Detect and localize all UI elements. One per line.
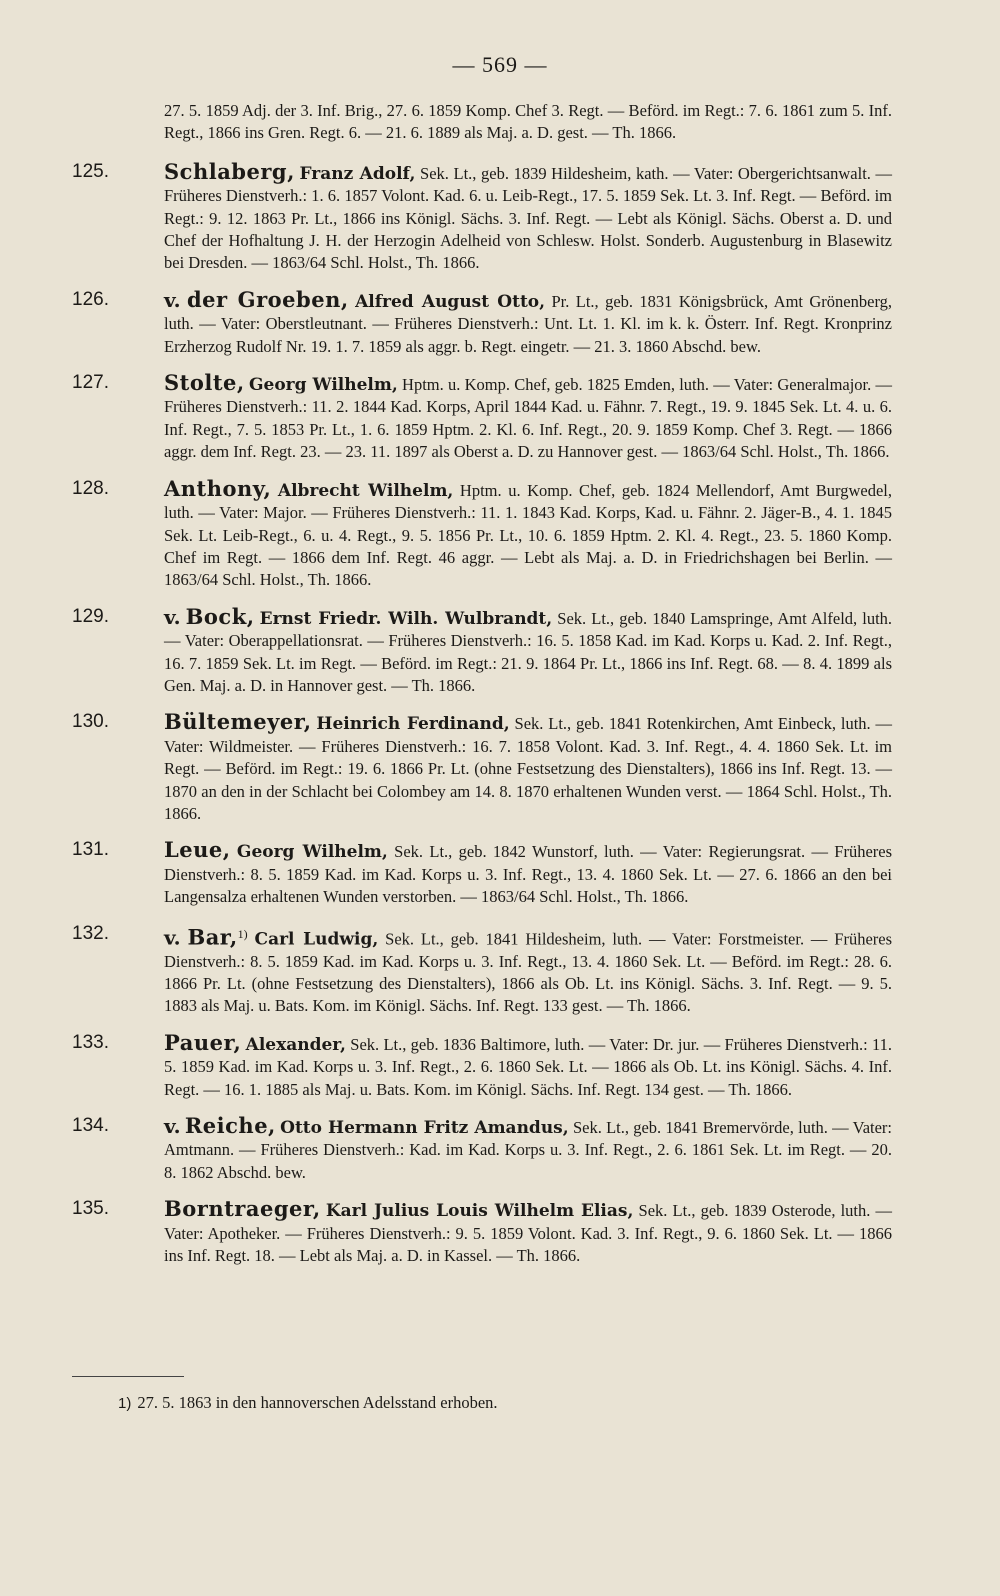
given-names: Albrecht Wilhelm, [277, 480, 454, 501]
surname: der Groeben, [186, 286, 349, 312]
given-names: Alexander, [245, 1034, 346, 1055]
surname: Schlaberg, [164, 158, 295, 184]
page-number: — 569 — [452, 52, 548, 77]
entry-details: Sek. Lt., geb. 1839 Hildesheim, kath. — Vater: Obergerichtsanwalt. — Früheres Dienstverh.: 1. 6. 1857 Volont. Kad. 6. u. Leib-Regt., 17. 5. 1859 Sek. Lt. 3. Inf. Regt. — Beförd. im Regt.: 9. 12. 1863 Pr. Lt., 1866 ins Königl. Sächs. 3. Inf. Regt. — Lebt als Königl. Sächs. Oberst a. D. und Chef der Hofhaltung J. H. der Herzogin Adelheid von Schlesw. Holst. Sonderb. Augustenburg in Blasewitz bei Dresden. — 1863/64 Schl. Holst., Th. 1866. [164, 163, 893, 273]
given-names: Franz Adolf, [299, 163, 416, 184]
given-names: Alfred August Otto, [355, 291, 546, 312]
register-entry [72, 1112, 893, 1184]
given-names: Heinrich Ferdinand, [316, 714, 510, 735]
entry-details: Hptm. u. Komp. Chef, geb. 1825 Emden, luth. — Vater: Generalmajor. — Früheres Dienstverh.: 11. 2. 1844 Kad. Korps, April 1844 Kad. u. Fähnr. 7. Regt., 19. 9. 1845 Sek. Lt. 4. u. 6. Inf. Regt., 7. 5. 1853 Pr. Lt., 1. 6. 1859 Hptm. 2. Kl. 6. Inf. Regt., 20. 9. 1859 Komp. Chef 3. Regt. — 1866 aggr. dem Inf. Regt. 23. — 23. 11. 1897 als Oberst a. D. zu Hannover gest. — 1863/64 Schl. Holst., Th. 1866. [164, 375, 893, 462]
entry-number: 132. [72, 922, 109, 944]
nobility-prefix: v. [164, 925, 181, 950]
entry-number: 126. [72, 288, 109, 310]
surname: Bar, [187, 924, 238, 950]
footnote [118, 1393, 918, 1413]
given-names: Karl Julius Louis Wilhelm Elias, [325, 1201, 634, 1222]
entry-details: Sek. Lt., geb. 1839 Osterode, luth. — Vater: Apotheker. — Früheres Dienstverh.: 9. 5. 1859 Volont. Kad. 3. Inf. Regt., 9. 6. 1860 Sek. Lt. — 1866 ins Inf. Regt. 18. — Lebt als Maj. a. D. in Kassel. — Th. 1866. [164, 1201, 893, 1265]
entry-number: 133. [72, 1031, 109, 1053]
footnote-reference: 1) [237, 926, 248, 941]
given-names: Otto Hermann Fritz Amandus, [280, 1117, 569, 1138]
surname: Leue, [164, 837, 231, 863]
given-names: Georg Wilhelm, [236, 842, 388, 863]
register-entry [72, 603, 893, 698]
entry-number: 131. [72, 839, 109, 861]
register-entry [72, 1029, 893, 1101]
surname: Stolte, [164, 370, 245, 396]
footnote-mark: 1) [118, 1395, 132, 1412]
register-entry [72, 475, 893, 592]
entry-details: Pr. Lt., geb. 1831 Königsbrück, Amt Grönenberg, luth. — Vater: Oberstleutnant. — Früheres Dienstverh.: Unt. Lt. 1. Kl. im k. k. Österr. Inf. Regt. Kronprinz Erzherzog Rudolf Nr. 19. 1. 7. 1859 als aggr. b. Regt. eingetr. — 21. 3. 1860 Abschd. bew. [164, 291, 893, 356]
entry-number: 129. [72, 605, 109, 627]
register-entry [72, 923, 892, 1018]
surname: Reiche, [184, 1112, 276, 1138]
entry-number: 125. [72, 160, 109, 182]
entry-details: Sek. Lt., geb. 1840 Lamspringe, Amt Alfeld, luth. — Vater: Oberappellationsrat. — Früheres Dienstverh.: 16. 5. 1858 Kad. im Kad. Korps u. Kad. 2. Inf. Regt., 16. 7. 1859 Sek. Lt. im Regt. — Beförd. im Regt.: 21. 9. 1864 Pr. Lt., 1866 ins Inf. Regt. 68. — 8. 4. 1899 als Gen. Maj. a. D. in Hannover gest. — Th. 1866. [164, 608, 893, 695]
entry-list [72, 100, 892, 1281]
footnote-text: 27. 5. 1863 in den hannoverschen Adelsstand erhoben. [137, 1393, 498, 1412]
nobility-prefix: v. [164, 287, 181, 312]
entry-number: 128. [72, 477, 109, 499]
register-entry [72, 839, 892, 908]
entry-number: 135. [72, 1198, 109, 1220]
entry-details: Hptm. u. Komp. Chef, geb. 1824 Mellendorf, Amt Burgwedel, luth. — Vater: Major. — Früheres Dienstverh.: 11. 1. 1843 Kad. Korps, Kad. u. Fähnr. 2. Jäger-B., 4. 1. 1845 Sek. Lt. Leib-Regt., 6. u. 4. Regt., 9. 5. 1856 Pr. Lt., 10. 6. 1859 Hptm. 2. Kl. 4. Regt., 23. 5. 1860 Komp. Chef im Regt. — 1866 dem Inf. Regt. 46 aggr. — Lebt als Maj. a. D. in Friedrichshagen bei Berlin. — 1863/64 Schl. Holst., Th. 1866. [164, 480, 893, 590]
entry-details: Sek. Lt., geb. 1836 Baltimore, luth. — Vater: Dr. jur. — Früheres Dienstverh.: 11. 5. 1859 Kad. im Kad. Korps u. 3. Inf. Regt., 2. 6. 1860 Sek. Lt. — 1866 als Ob. Lt. ins Königl. Sächs. 4. Inf. Regt. — 16. 1. 1885 als Maj. u. Bats. Kom. im Königl. Sächs. Inf. Regt. 134 gest. — Th. 1866. [164, 1034, 893, 1099]
surname: Borntraeger, [164, 1196, 321, 1222]
register-entry [72, 711, 892, 825]
given-names: Ernst Friedr. Wilh. Wulbrandt, [259, 608, 553, 629]
given-names: Carl Ludwig, [254, 929, 379, 950]
given-names: Georg Wilhelm, [248, 375, 398, 396]
entry-details: Sek. Lt., geb. 1841 Bremervörde, luth. — Vater: Amtmann. — Früheres Dienstverh.: Kad. im Kad. Korps u. 3. Inf. Regt., 2. 6. 1861 Sek. Lt. im Regt. — 20. 8. 1862 Abschd. bew. [164, 1117, 893, 1182]
entry-details: Sek. Lt., geb. 1841 Hildesheim, luth. — Vater: Forstmeister. — Früheres Dienstverh.: 8. 5. 1859 Kad. im Kad. Korps u. 3. Inf. Regt., 13. 4. 1860 Sek. Lt. — Beförd. im Regt.: 28. 6. 1866 Pr. Lt. (ohne Festsetzung des Dienstalters), 1866 als Ob. Lt. ins Königl. Sächs. 3. Inf. Regt. — 9. 5. 1883 als Maj. u. Bats. Kom. im Königl. Sächs. Inf. Regt. 133 gest. — Th. 1866. [164, 929, 893, 1016]
register-entry [72, 1198, 892, 1267]
entry-number: 127. [72, 372, 109, 394]
entry-details: Sek. Lt., geb. 1842 Wunstorf, luth. — Vater: Regierungsrat. — Früheres Dienstverh.: 8. 5. 1859 Kad. im Kad. Korps u. 3. Inf. Regt., 13. 4. 1860 Sek. Lt. — 27. 6. 1866 an den bei Langensalza erhaltenen Wunden verstorben. — 1863/64 Schl. Holst., Th. 1866. [164, 842, 893, 907]
surname: Pauer, [164, 1029, 242, 1055]
register-entry [72, 158, 893, 275]
entry-details: Sek. Lt., geb. 1841 Rotenkirchen, Amt Einbeck, luth. — Vater: Wildmeister. — Früheres Dienstverh.: 16. 7. 1858 Volont. Kad. 3. Inf. Regt., 4. 4. 1860 Sek. Lt. im Regt. — Beförd. im Regt.: 19. 6. 1866 Pr. Lt. (ohne Festsetzung des Dienstalters), 1866 ins Inf. Regt. 13. — 1870 an den in der Schlacht bei Colombey am 14. 8. 1870 erhaltenen Wunden verst. — 1864 Schl. Holst., Th. 1866. [164, 714, 893, 823]
nobility-prefix: v. [164, 1113, 181, 1138]
surname: Bock, [185, 603, 255, 629]
entry-number: 130. [72, 711, 109, 733]
surname: Anthony, [164, 475, 272, 501]
surname: Bültemeyer, [164, 709, 312, 735]
register-entry [72, 286, 893, 358]
entry-number: 134. [72, 1114, 109, 1136]
continued-entry-text: 27. 5. 1859 Adj. der 3. Inf. Brig., 27. 6. 1859 Komp. Chef 3. Regt. — Beförd. im Regt.: 7. 6. 1861 zum 5. Inf. Regt., 1866 ins Gren. Regt. 6. — 21. 6. 1889 als Maj. a. D. gest. — Th. 1866. [164, 101, 892, 143]
nobility-prefix: v. [164, 604, 181, 629]
footnote-divider [72, 1376, 184, 1377]
register-entry [72, 372, 892, 464]
